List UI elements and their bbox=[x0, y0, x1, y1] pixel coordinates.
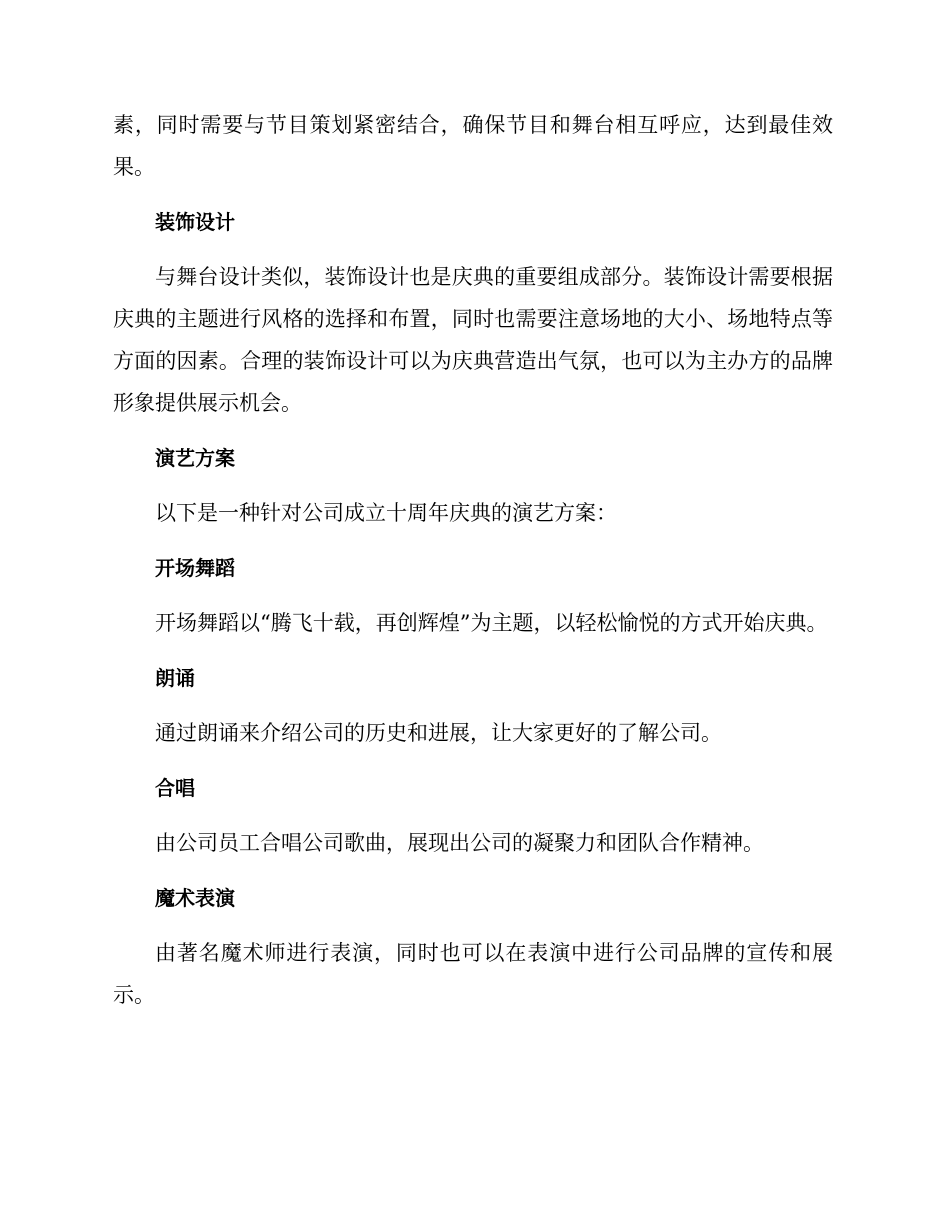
section-heading-chorus: 合唱 bbox=[155, 776, 195, 800]
paragraph-continuation: 素，同时需要与节目策划紧密结合，确保节目和舞台相互呼应，达到最佳效果。 bbox=[113, 113, 833, 179]
section-heading-decoration-design: 装饰设计 bbox=[155, 210, 235, 234]
paragraph-recitation: 通过朗诵来介绍公司的历史和进展，让大家更好的了解公司。 bbox=[155, 721, 722, 745]
paragraph-opening-dance: 开场舞蹈以“腾飞十载，再创辉煌”为主题，以轻松愉悦的方式开始庆典。 bbox=[155, 611, 828, 635]
section-heading-magic-show: 魔术表演 bbox=[155, 886, 235, 910]
paragraph-magic-show: 由著名魔术师进行表演，同时也可以在表演中进行公司品牌的宣传和展示。 bbox=[113, 941, 833, 1007]
section-heading-performance-plan: 演艺方案 bbox=[155, 446, 235, 470]
paragraph-chorus: 由公司员工合唱公司歌曲，展现出公司的凝聚力和团队合作精神。 bbox=[155, 831, 764, 855]
paragraph-decoration-design: 与舞台设计类似，装饰设计也是庆典的重要组成部分。装饰设计需要根据庆典的主题进行风格的选择和布置，同时也需要注意场地的大小、场地特点等方面的因素。合理的装饰设计可以为庆典营造出气氛，也可以为主办方的品牌形象提供展示机会。 bbox=[113, 265, 833, 415]
section-heading-recitation: 朗诵 bbox=[155, 666, 195, 690]
paragraph-performance-intro: 以下是一种针对公司成立十周年庆典的演艺方案： bbox=[155, 501, 617, 525]
section-heading-opening-dance: 开场舞蹈 bbox=[155, 556, 235, 580]
document-body bbox=[113, 104, 833, 1029]
